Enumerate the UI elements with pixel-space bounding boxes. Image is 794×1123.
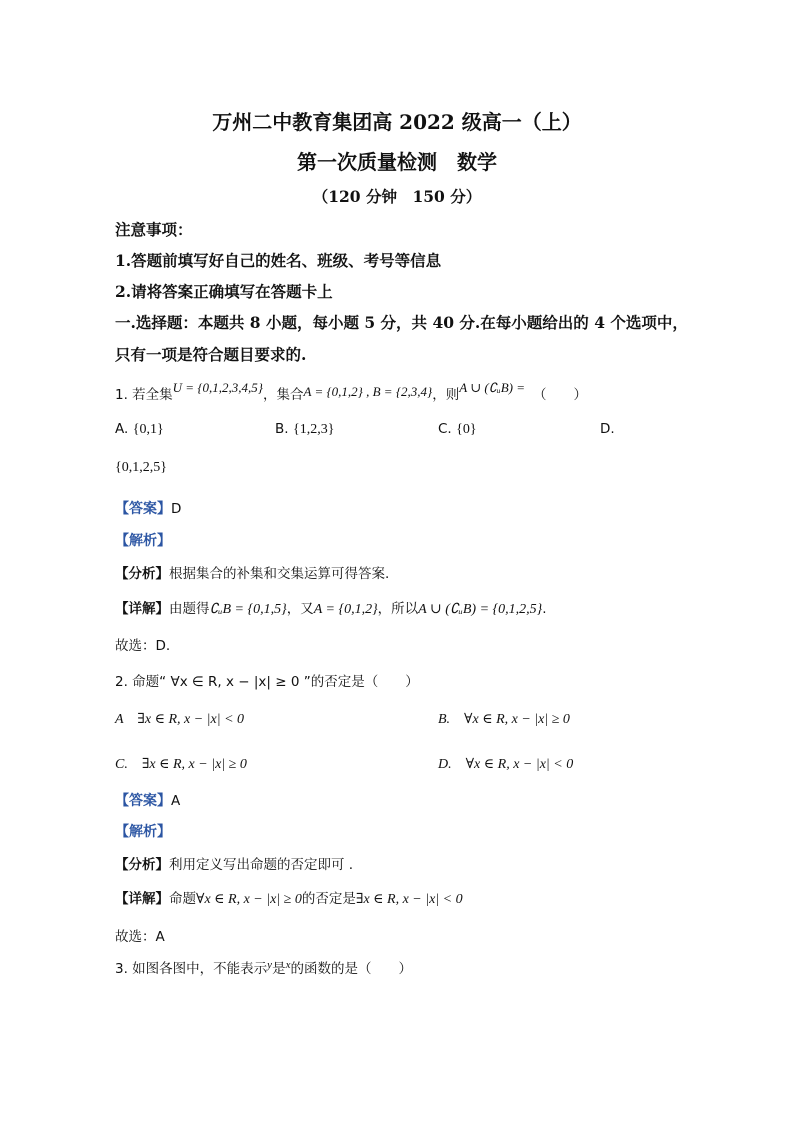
q1-paren: （ ） bbox=[533, 387, 588, 403]
q1-option-d-value: {0,1,2,5} bbox=[115, 460, 167, 475]
q1-sets-ab: A = {0,1,2} , B = {2,3,4} bbox=[303, 384, 433, 399]
q2-answer: 【答案】A bbox=[115, 793, 181, 809]
q1-fenxi: 【分析】根据集合的补集和交集运算可得答案. bbox=[115, 566, 390, 582]
exam-title-line2: 第一次质量检测 数学 bbox=[297, 150, 497, 174]
q1-universal-set: U = {0,1,2,3,4,5} bbox=[172, 380, 263, 395]
q1-option-a: A. {0,1} bbox=[115, 421, 164, 437]
exam-title-line3: （120 分钟 150 分） bbox=[312, 187, 482, 206]
q1-analysis-tag: 【解析】 bbox=[115, 533, 171, 549]
q2-option-c: C. ∃x ∈ R, x − |x| ≥ 0 bbox=[115, 757, 247, 772]
answer-tag: 【答案】 bbox=[115, 501, 171, 517]
q2-option-a: A ∃x ∈ R, x − |x| < 0 bbox=[115, 712, 245, 727]
q1-then-word: ，则 bbox=[432, 387, 460, 403]
question-2-stem: 2. 命题“ ∀x ∈ R, x − |x| ≥ 0 ”的否定是（ ） bbox=[115, 674, 419, 690]
q2-fenxi: 【分析】利用定义写出命题的否定即可 . bbox=[115, 857, 354, 873]
section-heading-line2: 只有一项是符合题目要求的. bbox=[115, 345, 307, 364]
q2-detail: 【详解】命题∀x ∈ R, x − |x| ≥ 0的否定是∃x ∈ R, x − |x| < 0 bbox=[115, 891, 463, 907]
q1-expression: A ∪ (∁ᵤB) = bbox=[459, 380, 526, 395]
exam-title-line1: 万州二中教育集团高 2022 级高一（上） bbox=[212, 110, 582, 134]
notes-heading: 注意事项： bbox=[115, 220, 193, 239]
q1-choose: 故选：D. bbox=[115, 638, 171, 654]
q1-answer: 【答案】D bbox=[115, 501, 182, 517]
q2-analysis-tag: 【解析】 bbox=[115, 824, 171, 840]
q1-set-word: ，集合 bbox=[262, 387, 304, 403]
question-3-stem: 3. 如图各图中，不能表示$^y$是$^x$的函数的是（ ） bbox=[115, 959, 412, 977]
notes-item-2: 2.请将答案正确填写在答题卡上 bbox=[115, 282, 333, 301]
question-1-stem bbox=[115, 380, 588, 403]
notes-item-1: 1.答题前填写好自己的姓名、班级、考号等信息 bbox=[115, 251, 442, 270]
q2-option-b: B. ∀x ∈ R, x − |x| ≥ 0 bbox=[438, 712, 570, 727]
q1-option-d-label: D. bbox=[600, 421, 615, 437]
section-heading-line1: 一.选择题：本题共 8 小题，每小题 5 分，共 40 分.在每小题给出的 4 个选项中， bbox=[115, 313, 688, 332]
q1-option-c: C. {0} bbox=[438, 421, 477, 437]
q1-detail: 【详解】由题得∁ᵤB = {0,1,5}，又A = {0,1,2}，所以A ∪ (∁ᵤB) = {0,1,2,5}. bbox=[115, 601, 547, 617]
q2-choose: 故选：A bbox=[115, 929, 165, 945]
q1-option-b: B. {1,2,3} bbox=[275, 421, 335, 437]
q1-prefix: 1. 若全集 bbox=[115, 387, 173, 403]
q2-option-d: D. ∀x ∈ R, x − |x| < 0 bbox=[438, 757, 574, 772]
